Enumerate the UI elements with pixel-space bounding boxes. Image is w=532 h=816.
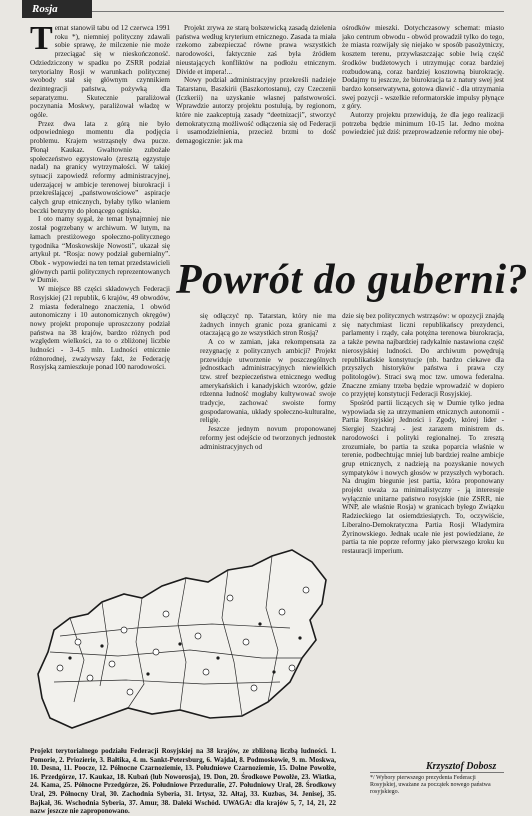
paragraph: Jeszcze jednym novum proponowanej reformy jest odejście od tworzonych jednostek administracyjnych od xyxy=(200,425,336,451)
column-3-top xyxy=(342,24,504,238)
column-2-bottom xyxy=(200,312,336,530)
top-rule xyxy=(92,11,504,12)
section-text: Rosja xyxy=(32,3,58,15)
paragraph: dzie się bez politycznych wstrząsów: w opozycji znajdą się natychmiast liczni republikańscy prezydenci, parlamenty i rządy, cała potężna terenowa biurokracja, a także pewna najbardziej radykalnie nastawiona część nierosyjskiej ludności. Do archiwum powędrują republikańskie konstytucje (nb. bardzo ciekawe dla przyszłych historyków państwa i prawa czy politologów). Straci swą moc tzw. umowa federalna. Znaczne zmiany trzeba będzie wprowadzić w dopiero co przyjętej konstytucji Federacji Rosyjskiej. xyxy=(342,312,504,399)
paragraph: emat stanowił tabu od 12 czerwca 1991 roku *), niemniej polityczny zdawali sobie sprawę, że milczenie nie może przeciągać się w nieskończoność. Odziedziczony w spadku po ZSRR podział terytorialny Rosji w warunkach politycznej swobody stał się głównym czynnikiem dezintegracji państwa, pożywką dla separatyzmu. Skutecznie paraliżował poczynania Moskwy, paraliżował władzę w ogóle. xyxy=(30,24,170,120)
paragraph: się odłączyć np. Tatarstan, który nie ma żadnych innych granic poza granicami z otaczającą go ze wszystkich stron Rosją? xyxy=(200,312,336,338)
column-2-top xyxy=(176,24,336,238)
paragraph: ośrodków mieszki. Dotychczasowy schemat: miasto jako centrum obwodu - obwód prowadził tylko do tego, że miasta rozwijały się niejako w sposób pasożytniczy, kosztem terenu, przywłaszczając sobie lwią część środków budżetowych i utrzymując coraz bardziej rozbudowaną, coraz bardziej kosztowną biurokrację. Dodajmy tu jeszcze, że biurokracja ta z natury swej jest bardzo konserwatywna, gotowa dławić - dla utrzymania swej pozycji - wszelkie reformatorskie impulsy płynące z góry. xyxy=(342,24,504,111)
paragraph: Projekt zrywa ze starą bolszewicką zasadą dzielenia państwa według kryterium etnicznego. Zasada ta miała rzekomo zabezpieczać równe prawa wszystkich narodowości, faktycznie zaś była źródłem nieustających konfliktów na podłożu etnicznym. Divide et impera!... xyxy=(176,24,336,76)
column-3-bottom xyxy=(342,312,504,758)
map-svg xyxy=(30,532,336,744)
section-label xyxy=(22,0,92,18)
paragraph: W miejsce 88 części składowych Federacji Rosyjskiej (21 republik, 6 krajów, 49 obwodów, 2 miasta federalnego znaczenia, 1 obwód autonomiczny i 10 autonomicznych okręgów) nowy projekt proponuje uproszczony podział państwa na 38 krajów, bardzo różnych pod względem wielkości, za to o zbliżonej liczbie ludności - 3-4,5 mln. Ludności etnicznie różnorodnej, zważywszy fakt, że Federację Rosyjską zamieszkuje ponad 100 narodowości. xyxy=(30,285,170,372)
footnote: */ Wybory pierwszego prezydenta Federacji Rosyjskiej, uważane za początek nowego państwa rosyjskiego. xyxy=(370,775,491,796)
footnote-rule xyxy=(370,772,504,773)
paragraph: Spośród partii liczących się w Dumie tylko jedna wypowiada się za utrzymaniem etnicznych autonomii - Partia Rosyjskiej Jedności i Zgody, której lider - Siergiej Szachraj - jest zarazem ministrem ds. narodowości i polityki regionalnej. To zresztą zrozumiałe, bo partia ta szuka poparcia właśnie w terenie, podbechtując mniej lub bardziej realne ambicje grup etnicznych, z nadzieją na pozyskanie nowych sympatyków i nowych głosów w przyszłych wyborach. Na drugim biegunie jest partia, która proponowany projekt uważa za minimalistyczny - ją interesuje wyłącznie unitarne państwo rosyjskie (nie ZSRR, nie WNP, ale właśnie Rosja) w granicach byłego Związku Radzieckiego lat osiemdziesiątych. To, oczywiście, Liberalno-Demokratyczna Partia Rosji Władymira Żyrinowskiego. Jednak ucale nie jest powiedziane, że partia ta nie poprze reformy jako pierwszego kroku ku restauracji imperium. xyxy=(342,399,504,555)
headline: Powrót do guberni? xyxy=(175,257,529,303)
column-1 xyxy=(30,24,170,532)
paragraph: Przez dwa lata z górą nie było odpowiedniego momentu dla podjęcia problemu. Krajem wstrząsnęły dwa pucze. Płonął Kaukaz. Gwałtownie zubożałe społeczeństwo egzystowało (zresztą egzystuje nadal) na granicy wytrzymałości. W takiej sytuacji zapowiedź reformy administracyjnej, uderzającej w ambicje terenowej biurokracji i przekreślającej „państwowościowe” aspiracje całych grup etnicznych, byłaby tylko wlaniem beczki benzyny do płonącego ogniska. xyxy=(30,119,170,215)
paragraph: Nowy podział administracyjny przekreśli nadzieje Tatarstanu, Baszkirii (Baszkortostanu), czy Czeczenii (Iczkerii) na uzyskanie własnej państwowości. Wprawdzie autorzy projektu postulują, by regionom, które nie zaakceptują zasady “deetnizacji”, stworzyć demokratyczną możliwość odłączenia się od Federacji i usamodzielnienia, przecież brzmi to dość demagogicznie: jak ma xyxy=(176,76,336,146)
map-outline xyxy=(38,550,326,728)
paragraph: A co w zamian, jaka rekompensata za rezygnację z politycznych ambicji? Projekt przewiduje utworzenie w poszczególnych jednostkach administracyjnych niewielkich tzw. stref bezpieczeństwa etnicznego według amerykańskich i kanadyjskich wzorów, gdzie rdzenna ludność mogłaby kultywować swoje tradycje, zachować swoiste formy gospodarowania, układy społeczno-kulturalne, religię. xyxy=(200,338,336,425)
drop-cap: T xyxy=(30,24,53,57)
map-caption: Projekt terytorialnego podziału Federacji Rosyjskiej na 38 krajów, ze zbliżoną liczbą ludności. 1. Pomorie, 2. Priozierie, 3. Bałtika, 4. m. Sankt-Petersburg, 6. Wajdał, 8. Podmoskowie, 9. m. Moskwa, 10. Desna, 11. Poocze, 12. Północne Czarnoziemie, 13. Południowe Czarnoziemie, 15. Dolne Powołże, 16. Przedgórze, 17. Kaukaz, 18. Kubań (lub Noworosja), 19. Don, 20. Środkowe Powołże, 23. Wiatka, 24. Kama, 25. Północne Przedgórze, 26. Południowe Przeduralie, 27. Południowy Ural, 28. Środkowy Ural, 29. Północny Ural, 30. Zachodnia Syberia, 31. Irtysz, 32. Ałtaj, 33. Kuzbas, 34. Jenisej, 35. Bajkał, 36. Wschodnia Syberia, 37. Amur, 38. Daleki Wschód. UWAGA: dla krajów 5, 7, 14, 21, 22 nazw jeszcze nie zaproponowano. xyxy=(30,747,336,816)
author-signature: Krzysztof Dobosz xyxy=(426,761,497,772)
paragraph: I oto mamy sygał, że temat bynajmniej nie został pogrzebany w archiwum. W lutym, na łamach prestiżowego społeczno-politycznego tygodnika “Moskowskije Nowosti”, ukazał się artykuł pt. “Rosja: nowy podział gubernialny”. Obok - wypowiedzi na ten temat przedstawicieli głównych partii politycznych reprezentowanych w Dumie. xyxy=(30,215,170,285)
paragraph: Autorzy projektu przewidują, że dla jego realizacji potrzeba będzie minimum 10-15 lat. Jedno można powiedzieć już dziś: przeprowadzenie reformy nie obej- xyxy=(342,111,504,137)
